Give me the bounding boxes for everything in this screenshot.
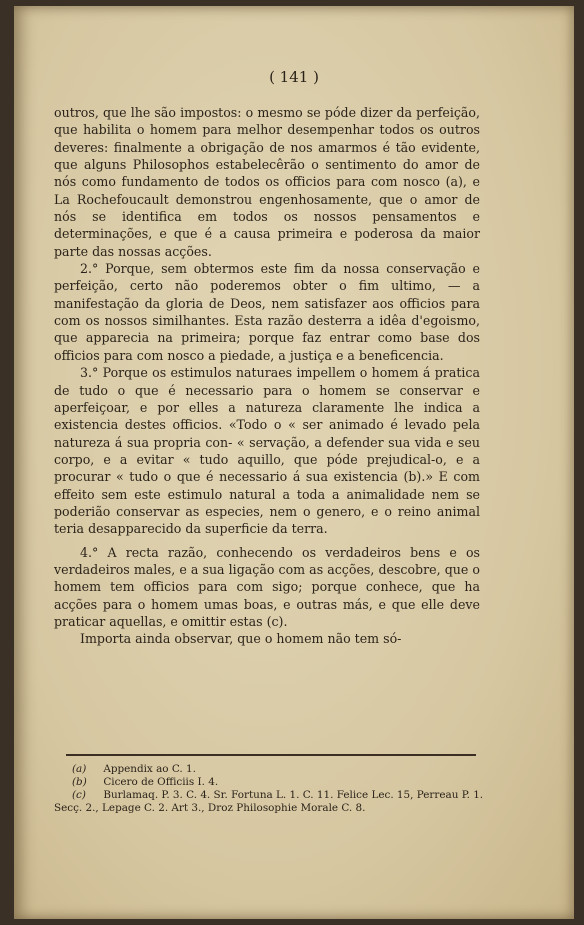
footnote-mark: (b) xyxy=(72,776,87,788)
footnotes xyxy=(54,763,484,815)
paragraph-continuation: outros, que lhe são impostos: o mesmo se póde dizer da perfeição, que habilita o homem para melhor desempenhar todos os outros deveres: finalmente a obrigação de nos amarmos é tão evidente, que alguns Philosophos estabelecêrão o sentimento do amor de nós como fundamento de todos os officios para com nosco (a), e La Rochefoucault demonstrou engenhosamente, que o amor de nós se identifica em todos os nossos pensamentos e determinações, e que é a causa primeira e poderosa da maior parte das nossas acções. xyxy=(54,105,480,259)
paragraph-final-line: Importa ainda observar, que o homem não tem só- xyxy=(80,631,402,647)
paragraph-point-4: 4.° A recta razão, conhecendo os verdadeiros bens e os verdadeiros males, e a sua ligação com as acções, descobre, que o homem tem officios para com sigo; porque conhece, que ha acções para o homem umas boas, e outras más, e que elle deve praticar aquellas, e omittir estas (c). xyxy=(54,544,480,629)
footnote xyxy=(54,789,484,815)
footnote-divider xyxy=(66,754,476,756)
paragraph-point-3: 3.° Porque os estimulos naturaes impellem o homem á pratica de tudo o que é necessario para o homem se conservar e aperfeiçoar, e por elles a natureza claramente lhe indica a existencia destes officios. «Todo o « ser animado é levado pela natureza á sua propria con- « servação, a defender sua vida e seu corpo, e a evitar « tudo aquillo, que póde prejudical-o, e a procurar « tudo o que é necessario á sua existencia (b).» E com effeito sem este estimulo natural a toda a animalidade nem se poderião conservar as especies, nem o genero, e o reino animal teria desapparecido da superficie da terra. xyxy=(54,365,480,537)
footnote-mark: (c) xyxy=(72,789,86,801)
footnote-text: Appendix ao C. 1. xyxy=(103,763,196,775)
book-page xyxy=(14,6,574,919)
footnote xyxy=(54,776,484,789)
footnote-text: Cicero de Officiis I. 4. xyxy=(103,776,219,788)
footnote xyxy=(54,763,484,776)
body-text xyxy=(54,104,480,648)
footnote-mark: (a) xyxy=(72,763,87,775)
footnote-text: Burlamaq. P. 3. C. 4. Sr. Fortuna L. 1. C. 11. Felice Lec. 15, Perreau P. 1. Secç. 2., Lepage C. 2. Art 3., Droz Philosophie Morale C. 8. xyxy=(54,789,484,814)
paragraph-point-2: 2.° Porque, sem obtermos este fim da nossa conservação e perfeição, certo não poderemos obter o fim ultimo, — a manifestação da gloria de Deos, nem satisfazer aos officios para com os nossos similhantes. Esta razão desterra a idêa d'egoismo, que apparecia na primeira; porque faz entrar como base dos officios para com nosco a piedade, a justiça e a beneficencia. xyxy=(54,261,480,363)
page-number: ( 141 ) xyxy=(269,68,319,86)
